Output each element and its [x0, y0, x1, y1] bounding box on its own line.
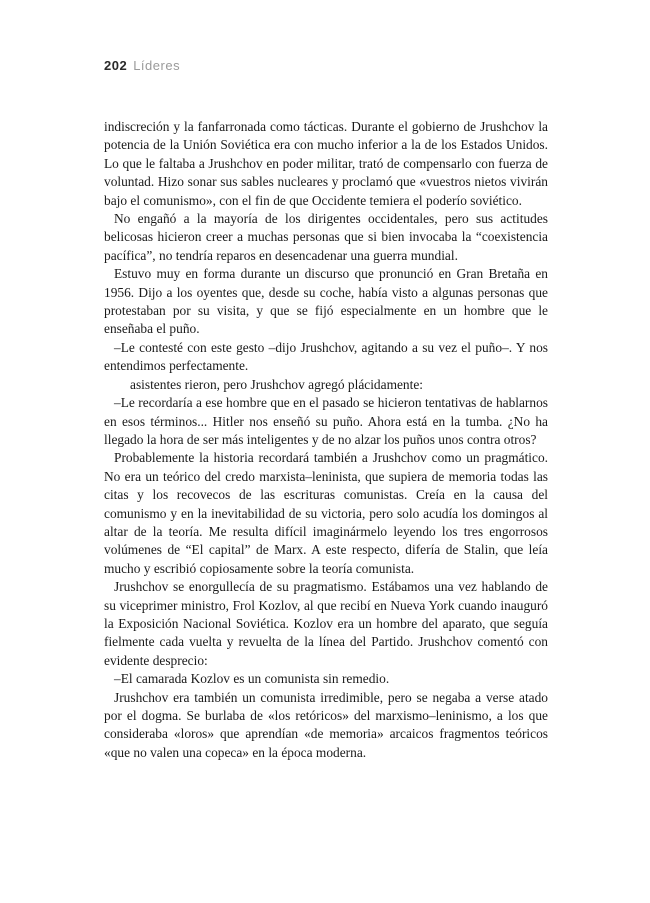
paragraph: Jrushchov se enorgullecía de su pragmatismo. Estábamos una vez hablando de su viceprimer ministro, Frol Kozlov, al que recibí en Nueva York cuando inauguró la Exposición Nacional Soviética. Kozlov era un hombre del aparato, que seguía fielmente cada vuelta y revuelta de la línea del Partido. Jrushchov comentó con evidente desprecio:: [104, 579, 548, 668]
running-title: Líderes: [133, 58, 181, 73]
page-number: 202: [104, 58, 128, 73]
paragraph: –Le contesté con este gesto –dijo Jrushchov, agitando a su vez el puño–. Y nos entendimos perfectamente.: [104, 339, 548, 374]
running-header: [104, 58, 180, 74]
paragraph: Probablemente la historia recordará también a Jrushchov como un pragmático. No era un teórico del credo marxista–leninista, que supiera de memoria todas las citas y los recovecos de las escrituras comunistas. Creía en la causa del comunismo y en la inevitabilidad de su victoria, pero solo acudía los domingos al altar de la teoría. Me resulta difícil imaginármelo leyendo los tres engorrosos volúmenes de “El capital” de Marx. A este respecto, difería de Stalin, que leía mucho y escribió copiosamente sobre la teoría comunista.: [104, 450, 548, 576]
paragraph: Estuvo muy en forma durante un discurso que pronunció en Gran Bretaña en 1956. Dijo a los oyentes que, desde su coche, había visto a algunas personas que protestaban por su visita, y que se fijó especialmente en un hombre que le enseñaba el puño.: [104, 266, 548, 337]
paragraph: –Le recordaría a ese hombre que en el pasado se hicieron tentativas de hablarnos en esos términos... Hitler nos enseñó su puño. Ahora está en la tumba. ¿No ha llegado la hora de ser más inteligentes y de no alzar los puños unos contra otros?: [104, 395, 548, 447]
paragraph: indiscreción y la fanfarronada como tácticas. Durante el gobierno de Jrushchov la potencia de la Unión Soviética era con mucho inferior a la de los Estados Unidos. Lo que le faltaba a Jrushchov en poder militar, trató de compensarlo con fuerza de voluntad. Hizo sonar sus sables nucleares y proclamó que «vuestros nietos vivirán bajo el comunismo», con el fin de que Occidente temiera el poderío soviético.: [104, 119, 548, 208]
paragraph: asistentes rieron, pero Jrushchov agregó plácidamente:: [130, 376, 424, 392]
paragraph: –El camarada Kozlov es un comunista sin remedio.: [114, 671, 390, 687]
paragraph: Jrushchov era también un comunista irredimible, pero se negaba a verse atado por el dogma. Se burlaba de «los retóricos» del marxismo–leninismo, a los que consideraba «loros» que aprendían «de memoria» arcaicos fragmentos teóricos «que no valen una copeca» en la época moderna.: [104, 689, 548, 760]
body-text: [104, 118, 548, 762]
paragraph: No engañó a la mayoría de los dirigentes occidentales, pero sus actitudes belicosas hicieron creer a muchas personas que si bien invocaba la “coexistencia pacífica”, no tendría reparos en desencadenar una guerra mundial.: [104, 211, 548, 263]
